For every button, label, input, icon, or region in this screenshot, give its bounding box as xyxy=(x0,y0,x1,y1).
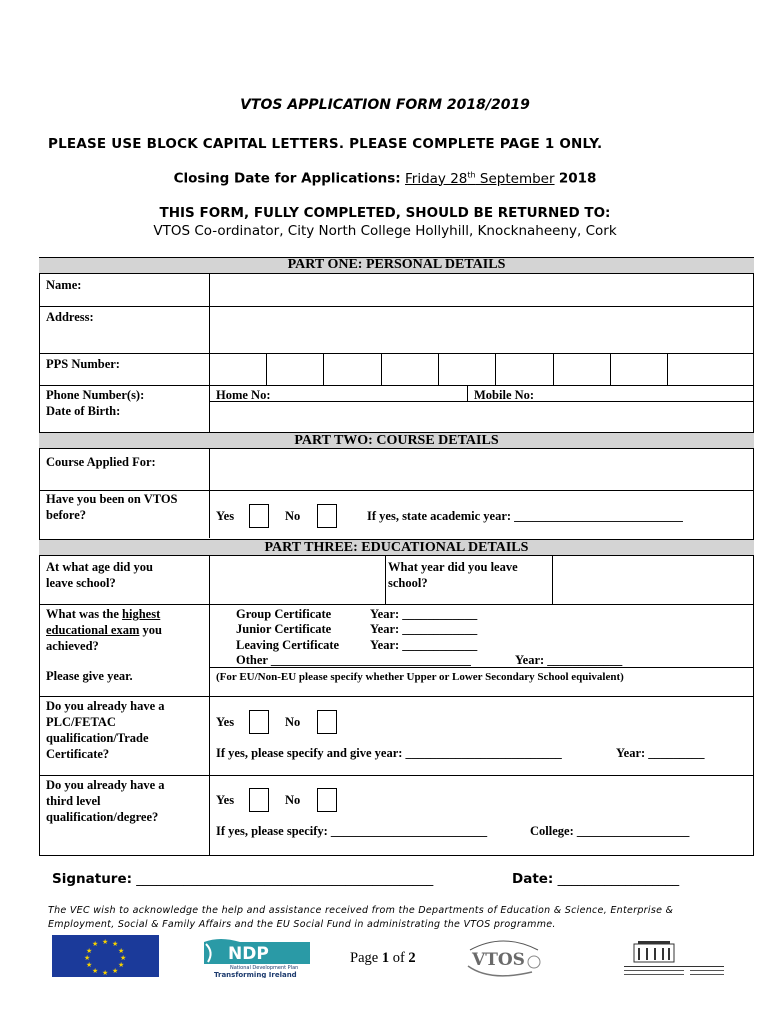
part-three-title: PART THREE: EDUCATIONAL DETAILS xyxy=(264,540,529,555)
pps-cell[interactable] xyxy=(266,353,324,385)
leave-age-field[interactable] xyxy=(210,557,384,603)
return-address: VTOS Co-ordinator, City North College Hollyhill, Knocknaheeny, Cork xyxy=(153,223,617,239)
plc-label: Do you already have a PLC/FETAC qualification/Trade Certificate? xyxy=(46,699,165,761)
page-number: Page 1 of 2 xyxy=(350,950,416,966)
signature-field[interactable]: Signature: ____________________________________________ xyxy=(52,871,434,887)
closing-year: 2018 xyxy=(558,170,597,187)
no-label: No xyxy=(285,793,301,807)
no-label: No xyxy=(285,509,301,523)
closing-date xyxy=(0,170,770,187)
leave-age-label: At what age did you leave school? xyxy=(46,560,153,590)
mobile-number-label: Mobile No: xyxy=(474,388,535,402)
date-field[interactable]: Date: __________________ xyxy=(512,871,680,887)
eu-note: (For EU/Non-EU please specify whether Upper or Lower Secondary School equivalent) xyxy=(216,671,624,683)
plc-specify-field[interactable]: If yes, please specify and give year: _________________________ xyxy=(216,746,562,760)
give-year-label: Please give year. xyxy=(46,669,133,683)
address-field[interactable] xyxy=(210,307,753,352)
svg-text:★: ★ xyxy=(118,947,125,955)
plc-year-field[interactable]: Year: _________ xyxy=(616,746,705,760)
course-applied-field[interactable] xyxy=(210,450,753,489)
other-year[interactable]: Year: ____________ xyxy=(515,653,623,667)
pps-cell[interactable] xyxy=(495,353,554,385)
part-one-title: PART ONE: PERSONAL DETAILS xyxy=(287,257,506,272)
svg-text:★: ★ xyxy=(120,954,127,962)
leave-year-field[interactable] xyxy=(553,557,753,603)
svg-text:★: ★ xyxy=(112,967,119,975)
svg-text:★: ★ xyxy=(84,954,91,962)
third-yes-checkbox[interactable] xyxy=(249,788,269,812)
table-right-border xyxy=(753,257,754,856)
eu-flag-logo xyxy=(52,935,159,977)
acknowledgement-text: The VEC wish to acknowledge the help and assistance received from the Departments of Education & Science, Enterprise & Employment, Social & Family Affairs and the EU Social Fund in administrating the VTOS programme. xyxy=(48,905,674,930)
svg-text:★: ★ xyxy=(102,938,109,946)
home-number-label: Home No: xyxy=(216,388,271,402)
pps-label: PPS Number: xyxy=(46,357,120,371)
plc-yes-checkbox[interactable] xyxy=(249,710,269,734)
pps-cell[interactable] xyxy=(438,353,496,385)
vtos-before-label: Have you been on VTOS before? xyxy=(46,492,178,522)
no-label: No xyxy=(285,715,301,729)
dob-label: Date of Birth: xyxy=(46,404,121,418)
ndp-subtext: National Development Plan xyxy=(230,965,299,971)
svg-text:★: ★ xyxy=(86,961,93,969)
group-cert-year[interactable]: Year: ____________ xyxy=(370,607,478,621)
address-label: Address: xyxy=(46,310,94,324)
vtos-yes-checkbox[interactable] xyxy=(249,504,269,528)
leaving-cert-label: Leaving Certificate xyxy=(236,638,340,652)
pps-cell[interactable] xyxy=(323,353,382,385)
svg-text:★: ★ xyxy=(118,961,125,969)
svg-text:★: ★ xyxy=(92,940,99,948)
pps-cell[interactable] xyxy=(553,353,611,385)
pps-cell[interactable] xyxy=(381,353,439,385)
third-specify-field[interactable]: If yes, please specify: _________________________ xyxy=(216,824,488,838)
svg-text:★: ★ xyxy=(86,947,93,955)
other-field[interactable]: Other ________________________________ xyxy=(236,653,471,667)
group-cert-label: Group Certificate xyxy=(236,607,332,621)
svg-text:★: ★ xyxy=(102,969,109,977)
ndp-logo xyxy=(200,938,315,978)
ndp-text: NDP xyxy=(228,944,269,964)
pps-cell[interactable] xyxy=(667,353,754,385)
third-level-label: Do you already have a third level qualification/degree? xyxy=(46,778,165,824)
form-title: VTOS APPLICATION FORM 2018/2019 xyxy=(240,97,530,113)
part-two-title: PART TWO: COURSE DETAILS xyxy=(294,433,499,448)
return-heading: THIS FORM, FULLY COMPLETED, SHOULD BE RETURNED TO: xyxy=(159,205,611,221)
name-field[interactable] xyxy=(210,275,753,305)
course-applied-label: Course Applied For: xyxy=(46,455,156,469)
plc-no-checkbox[interactable] xyxy=(317,710,337,734)
pps-cell[interactable] xyxy=(610,353,668,385)
third-no-checkbox[interactable] xyxy=(317,788,337,812)
highest-exam-label: What was the highest educational exam you achieved? xyxy=(46,607,162,653)
svg-text:★: ★ xyxy=(112,940,119,948)
vtos-text: VTOS xyxy=(472,950,525,970)
leave-year-label: What year did you leave school? xyxy=(388,560,518,590)
third-college-field[interactable]: College: __________________ xyxy=(530,824,690,838)
junior-cert-year[interactable]: Year: ____________ xyxy=(370,622,478,636)
closing-label: Closing Date for Applications: xyxy=(173,170,401,187)
leaving-cert-year[interactable]: Year: ____________ xyxy=(370,638,478,652)
phone-label: Phone Number(s): xyxy=(46,388,145,402)
svg-text:★: ★ xyxy=(92,967,99,975)
table-left-border xyxy=(39,257,40,856)
yes-label: Yes xyxy=(216,715,235,729)
vtos-no-checkbox[interactable] xyxy=(317,504,337,528)
instructions: PLEASE USE BLOCK CAPITAL LETTERS. PLEASE COMPLETE PAGE 1 ONLY. xyxy=(48,136,603,152)
name-label: Name: xyxy=(46,278,82,292)
junior-cert-label: Junior Certificate xyxy=(236,622,332,636)
yes-label: Yes xyxy=(216,509,235,523)
closing-day: Friday 28th September xyxy=(405,170,555,187)
ndp-tagline: Transforming Ireland xyxy=(214,971,297,978)
vtos-logo xyxy=(460,936,546,982)
academic-year-field[interactable]: If yes, state academic year: ___________________________ xyxy=(367,509,683,523)
yes-label: Yes xyxy=(216,793,235,807)
college-logo xyxy=(624,940,724,978)
